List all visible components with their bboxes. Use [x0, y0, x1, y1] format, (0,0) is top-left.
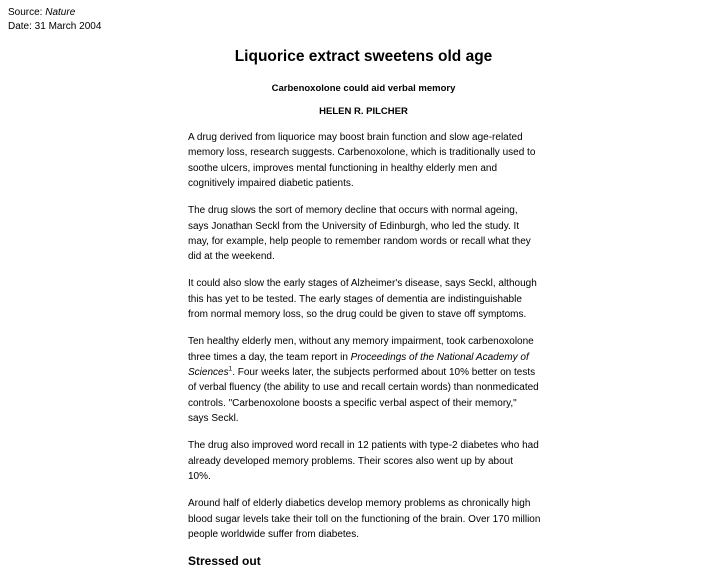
- date-line: Date: 31 March 2004: [8, 21, 102, 32]
- article-title: Liquorice extract sweetens old age: [234, 48, 493, 65]
- journal-name: Proceedings of the National Academy of: [350, 351, 529, 363]
- text-line: memory loss, research suggests. Carbenoxolone, which is traditionally used to: [188, 147, 536, 159]
- text-line: from normal memory loss, so the drug could be given to stave off symptoms.: [188, 309, 527, 321]
- text-line: 10%.: [188, 471, 211, 483]
- source-label: Source:: [8, 7, 46, 18]
- text-line: says Seckl.: [188, 413, 239, 425]
- text-line: this has yet to be tested. The early stages of dementia are indistinguishable: [188, 293, 522, 305]
- text-line: Around half of elderly diabetics develop memory problems as chronically high: [188, 498, 531, 510]
- text-line: It could also slow the early stages of Alzheimer's disease, says Seckl, although: [188, 278, 537, 290]
- text-line: Ten healthy elderly men, without any memory impairment, took carbenoxolone: [188, 336, 534, 348]
- journal-name: Sciences: [188, 367, 229, 379]
- text-line: people worldwide suffer from diabetes.: [188, 528, 360, 540]
- text-line: did at the weekend.: [188, 251, 275, 263]
- reference-marker[interactable]: 1: [228, 365, 233, 373]
- article-author: HELEN R. PILCHER: [319, 106, 408, 117]
- source-line: [8, 7, 75, 18]
- text-span: three times a day, the team report in: [188, 351, 351, 363]
- paragraph-4: [188, 334, 558, 426]
- text-line: already developed memory problems. Their scores also went up by about: [188, 455, 513, 467]
- text-span: . Four weeks later, the subjects performed about 10% better on tests: [232, 367, 536, 379]
- text-line: may, for example, help people to remember random words or recall what they: [188, 236, 531, 248]
- article-body: [188, 130, 558, 569]
- paragraph-3: [188, 276, 558, 322]
- text-line: soothe ulcers, improves mental functioning in healthy elderly men and: [188, 162, 498, 174]
- text-line: of verbal fluency (the ability to use and recall certain words) than nonmedicated: [188, 382, 539, 394]
- text-line: cognitively impaired diabetic patients.: [188, 178, 354, 190]
- article-subtitle: Carbenoxolone could aid verbal memory: [271, 83, 456, 94]
- paragraph-6: [188, 496, 558, 542]
- text-line: A drug derived from liquorice may boost brain function and slow age-related: [188, 132, 523, 143]
- text-line: controls. "Carbenoxolone boosts a specific verbal aspect of their memory,": [188, 397, 517, 409]
- text-line: blood sugar levels take their toll on the functioning of the brain. Over 170 million: [188, 513, 541, 525]
- text-line: The drug slows the sort of memory decline that occurs with normal ageing,: [188, 205, 518, 217]
- text-line: [188, 350, 558, 365]
- paragraph-1: [188, 130, 558, 192]
- section-heading: Stressed out: [188, 553, 261, 568]
- text-line: says Jonathan Seckl from the University of Edinburgh, who led the study. It: [188, 220, 520, 232]
- text-line: The drug also improved word recall in 12 patients with type-2 diabetes who had: [188, 440, 539, 452]
- source-name: Nature: [45, 7, 76, 18]
- paragraph-5: [188, 438, 558, 484]
- paragraph-2: [188, 203, 558, 265]
- text-line: [188, 365, 558, 380]
